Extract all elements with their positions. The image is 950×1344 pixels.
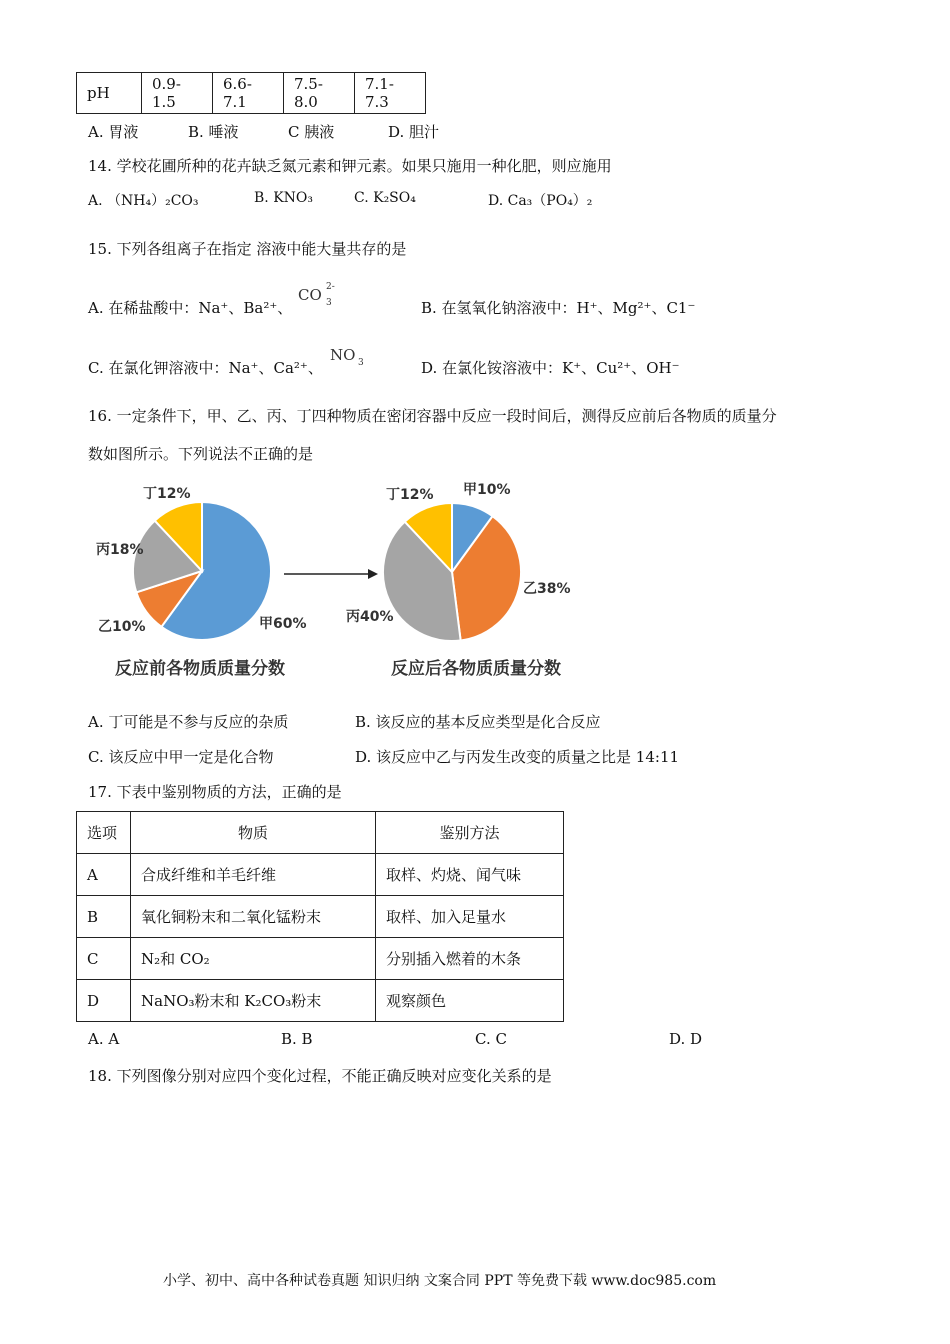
q17-option-b: B. B <box>281 1030 313 1048</box>
q17-stem: 17. 下表中鉴别物质的方法，正确的是 <box>88 783 342 801</box>
q16-option-d: D. 该反应中乙与丙发生改变的质量之比是 14:11 <box>355 748 680 766</box>
ion-formula: NO <box>330 346 356 364</box>
q15-option-a <box>88 297 292 318</box>
q15-option-a-text: A. 在稀盐酸中：Na⁺、Ba²⁺、 <box>88 299 293 317</box>
table-cell: 氧化铜粉末和二氧化锰粉末 <box>131 896 376 938</box>
ion-charge: 2- <box>326 282 335 292</box>
q18-stem: 18. 下列图像分别对应四个变化过程，不能正确反映对应变化关系的是 <box>88 1067 552 1085</box>
table-cell: D <box>77 980 131 1022</box>
ion-subscript: 3 <box>358 358 364 368</box>
q15-option-c-ion <box>330 346 364 368</box>
ph-table <box>76 72 426 114</box>
table-cell: 观察颜色 <box>376 980 564 1022</box>
q17-option-d: D. D <box>669 1030 703 1048</box>
reaction-arrow <box>282 564 382 584</box>
q16-stem-line2: 数如图所示。下列说法不正确的是 <box>88 445 314 463</box>
q15-option-c <box>88 357 323 378</box>
pie-after-label-ding: 丁12% <box>386 487 434 503</box>
identification-table <box>76 811 564 1022</box>
q14-option-d: D. Ca₃（PO₄）₂ <box>488 193 593 209</box>
table-cell: B <box>77 896 131 938</box>
pie-after-label-yi: 乙38% <box>523 581 571 597</box>
pie-after-label-jia: 甲10% <box>463 482 511 498</box>
q16-option-b: B. 该反应的基本反应类型是化合反应 <box>355 713 601 731</box>
pie-before-label-yi: 乙10% <box>98 619 146 635</box>
table-row <box>77 854 564 896</box>
q17-option-a: A. A <box>88 1030 120 1048</box>
page-footer: 小学、初中、高中各种试卷真题 知识归纳 文案合同 PPT 等免费下载 www.doc985.com <box>163 1273 717 1289</box>
q16-option-a: A. 丁可能是不参与反应的杂质 <box>88 713 289 731</box>
table-header-cell: 物质 <box>131 812 376 854</box>
ph-cell: pH <box>77 73 142 114</box>
ph-cell: 7.1-7.3 <box>355 73 426 114</box>
q15-option-a-ion <box>298 282 335 308</box>
pie-after-label-bing: 丙40% <box>346 609 394 625</box>
ion-subscript: 3 <box>326 298 332 308</box>
q15-option-d: D. 在氯化铵溶液中：K⁺、Cu²⁺、OH⁻ <box>421 359 680 377</box>
q14-option-b: B. KNO₃ <box>254 190 313 206</box>
table-row <box>77 938 564 980</box>
table-cell: 分别插入燃着的木条 <box>376 938 564 980</box>
q15-option-c-text: C. 在氯化钾溶液中：Na⁺、Ca²⁺、 <box>88 359 323 377</box>
pie-after-title: 反应后各物质质量分数 <box>391 659 561 679</box>
q13-option-b: B. 唾液 <box>188 123 239 141</box>
table-cell: C <box>77 938 131 980</box>
pie-chart-after <box>360 480 660 650</box>
table-cell: NaNO₃粉末和 K₂CO₃粉末 <box>131 980 376 1022</box>
q14-option-a: A. （NH₄）₂CO₃ <box>88 193 199 209</box>
ph-cell: 6.6-7.1 <box>213 73 284 114</box>
table-header-cell: 鉴别方法 <box>376 812 564 854</box>
q17-option-c: C. C <box>475 1030 507 1048</box>
table-cell: N₂和 CO₂ <box>131 938 376 980</box>
q15-option-b: B. 在氢氧化钠溶液中：H⁺、Mg²⁺、C1⁻ <box>421 299 696 317</box>
table-row <box>77 980 564 1022</box>
q15-stem: 15. 下列各组离子在指定 溶液中能大量共存的是 <box>88 240 407 258</box>
pie-before-label-ding: 丁12% <box>143 486 191 502</box>
q13-option-a: A. 胃液 <box>88 123 139 141</box>
q13-option-c: C 胰液 <box>288 123 335 141</box>
ion-formula: CO <box>298 286 322 304</box>
ph-cell: 7.5-8.0 <box>284 73 355 114</box>
table-cell: 合成纤维和羊毛纤维 <box>131 854 376 896</box>
table-cell: 取样、加入足量水 <box>376 896 564 938</box>
q14-stem: 14. 学校花圃所种的花卉缺乏氮元素和钾元素。如果只施用一种化肥，则应施用 <box>88 157 612 175</box>
pie-before-label-bing: 丙18% <box>96 542 144 558</box>
table-header-row <box>77 812 564 854</box>
pie-before-title: 反应前各物质质量分数 <box>115 659 285 679</box>
table-cell: A <box>77 854 131 896</box>
q14-option-c: C. K₂SO₄ <box>354 190 416 206</box>
ph-cell: 0.9-1.5 <box>142 73 213 114</box>
table-header-cell: 选项 <box>77 812 131 854</box>
table-cell: 取样、灼烧、闻气味 <box>376 854 564 896</box>
pie-before-label-jia: 甲60% <box>259 616 307 632</box>
q13-option-d: D. 胆汁 <box>388 123 440 141</box>
q16-stem-line1: 16. 一定条件下，甲、乙、丙、丁四种物质在密闭容器中反应一段时间后，测得反应前后各物质的质量分 <box>88 407 777 425</box>
q16-option-c: C. 该反应中甲一定是化合物 <box>88 748 274 766</box>
table-row <box>77 896 564 938</box>
